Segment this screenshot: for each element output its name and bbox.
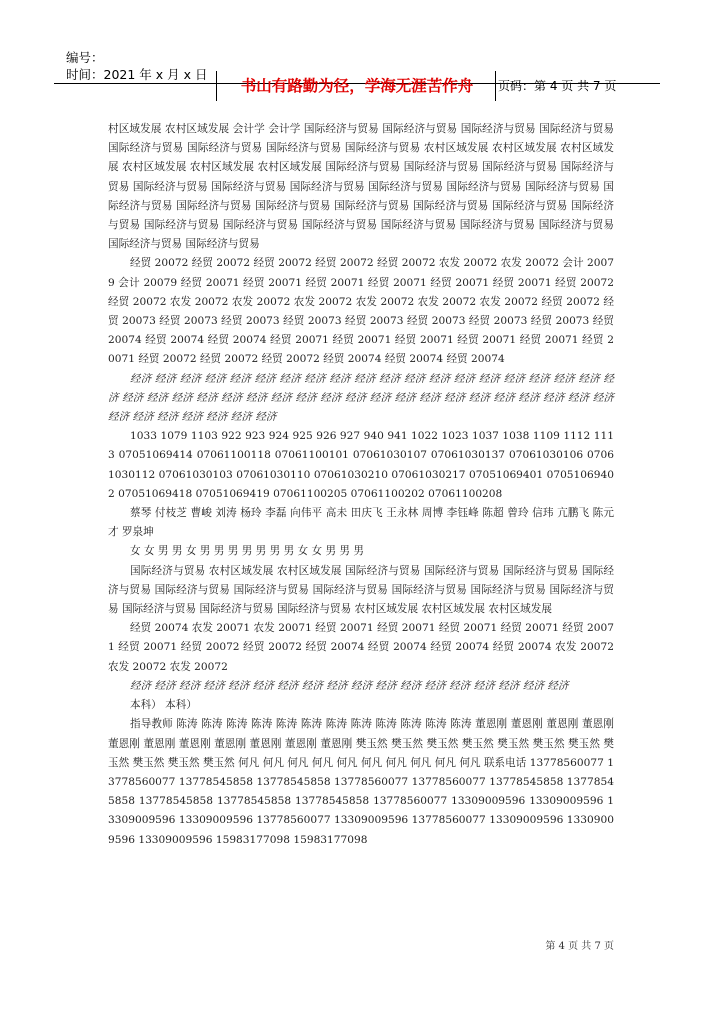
paragraph-advisors-phones: 指导教师 陈涛 陈涛 陈涛 陈涛 陈涛 陈涛 陈涛 陈涛 陈涛 陈涛 陈涛 陈涛 董恩刚 董恩刚 董恩刚 董恩刚 董恩刚 董恩刚 董恩刚 董恩刚 董恩刚 董恩刚 董恩刚 樊玉然 樊玉然 樊玉然 樊玉然 樊玉然 樊玉然 樊玉然 樊玉然 樊玉然 樊玉然 樊玉然 何凡 何凡 何凡 何凡 何凡 何凡 何凡 何凡 何凡 何凡 联系电话 13778560077 13778560077 13778545858 13778545858 13778560077 13778560077 13778545858 13778545858 13778545858 13778545858 13778545858 13778560077 13309009596 13309009596 13309009596 13309009596 13778560077 13309009596 13778560077 13309009596 13309009596 13309009596 15983177098 15983177098 <box>108 718 614 846</box>
paragraph-degree: 本科） 本科） <box>130 699 197 712</box>
header-page-info: 页码：第 4 页 共 7 页 <box>498 79 617 93</box>
header-separator-left <box>216 71 217 101</box>
page-footer: 第 4 页 共 7 页 <box>545 941 614 952</box>
paragraph-genders: 女 女 男 男 女 男 男 男 男 男 男 男 女 女 男 男 男 <box>130 545 364 558</box>
paragraph-economics-2: 经济 经济 经济 经济 经济 经济 经济 经济 经济 经济 经济 经济 经济 经济 经济 经济 经济 经济 <box>130 679 569 692</box>
paragraph-ids: 1033 1079 1103 922 923 924 925 926 927 940 941 1022 1023 1037 1038 1109 1112 1113 07051069414 07061100118 07061100101 07061030107 07061030137 07061030106 07061030112 07061030103 07061030110 07061030210 07061030217 07051069401 07051069402 07051069418 07051069419 07061100205 07061100202 07061100208 <box>108 430 614 500</box>
paragraph-names: 蔡琴 付枝芝 曹峻 刘涛 杨玲 李磊 向伟平 高未 田庆飞 王永林 周博 李钰峰 陈超 曾玲 信玮 亢鹏飞 陈元才 罗泉坤 <box>108 507 614 539</box>
time-label: 时间：2021 年 x 月 x 日 <box>66 67 208 82</box>
document-body <box>108 120 614 850</box>
paragraph-majors-2: 国际经济与贸易 农村区域发展 农村区域发展 国际经济与贸易 国际经济与贸易 国际经济与贸易 国际经济与贸易 国际经济与贸易 国际经济与贸易 国际经济与贸易 国际经济与贸易 国际经济与贸易 国际经济与贸易 国际经济与贸易 国际经济与贸易 国际经济与贸易 农村区域发展 农村区域发展 农村区域发展 <box>108 564 614 616</box>
header-motto: 书山有路勤为径，学海无涯苦作舟 <box>240 76 474 95</box>
header-separator-right <box>495 71 496 101</box>
paragraph-economics: 经济 经济 经济 经济 经济 经济 经济 经济 经济 经济 经济 经济 经济 经济 经济 经济 经济 经济 经济 经济 经济 经济 经济 经济 经济 经济 经济 经济 经济 经济 经济 经济 经济 经济 经济 经济 经济 经济 经济 经济 经济 经济 经济 经济 经济 经济 经济 <box>108 372 614 424</box>
paragraph-classes: 经贸 20072 经贸 20072 经贸 20072 经贸 20072 经贸 20072 农发 20072 农发 20072 会计 20079 会计 20079 经贸 20071 经贸 20071 经贸 20071 经贸 20071 经贸 20071 经贸 20071 经贸 20072 经贸 20072 农发 20072 农发 20072 农发 20072 农发 20072 农发 20072 农发 20072 经贸 20072 经贸 20073 经贸 20073 经贸 20073 经贸 20073 经贸 20073 经贸 20073 经贸 20073 经贸 20073 经贸 20074 经贸 20074 经贸 20074 经贸 20071 经贸 20071 经贸 20071 经贸 20071 经贸 20071 经贸 20071 经贸 20072 经贸 20072 经贸 20072 经贸 20074 经贸 20074 经贸 20074 <box>108 257 614 366</box>
number-label: 编号： <box>66 50 104 65</box>
paragraph-classes-2: 经贸 20074 农发 20071 农发 20071 经贸 20071 经贸 20071 经贸 20071 经贸 20071 经贸 20071 经贸 20071 经贸 20072 经贸 20072 经贸 20074 经贸 20074 经贸 20074 经贸 20074 农发 20072 农发 20072 农发 20072 <box>108 622 614 673</box>
paragraph-majors: 村区域发展 农村区域发展 会计学 会计学 国际经济与贸易 国际经济与贸易 国际经济与贸易 国际经济与贸易 国际经济与贸易 国际经济与贸易 国际经济与贸易 国际经济与贸易 农村区域发展 农村区域发展 农村区域发展 农村区域发展 农村区域发展 农村区域发展 国际经济与贸易 国际经济与贸易 国际经济与贸易 国际经济与贸易 国际经济与贸易 国际经济与贸易 国际经济与贸易 国际经济与贸易 国际经济与贸易 国际经济与贸易 国际经济与贸易 国际经济与贸易 国际经济与贸易 国际经济与贸易 国际经济与贸易 国际经济与贸易 国际经济与贸易 国际经济与贸易 国际经济与贸易 国际经济与贸易 国际经济与贸易 国际经济与贸易 国际经济与贸易 国际经济与贸易 国际经济与贸易 <box>108 123 614 251</box>
page-header <box>54 47 660 101</box>
